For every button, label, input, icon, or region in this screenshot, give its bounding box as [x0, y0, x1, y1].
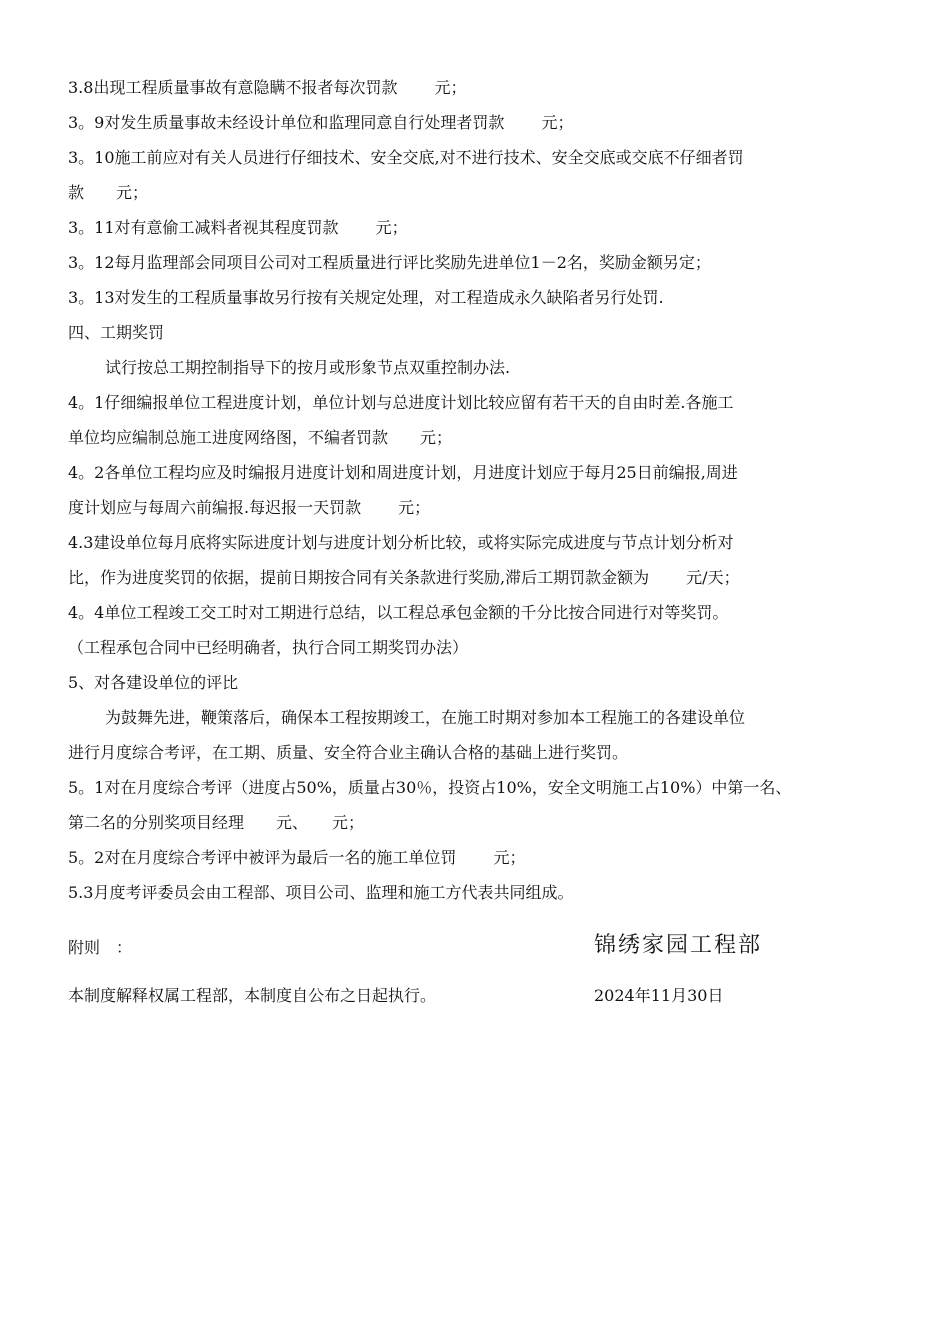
clause-4-3-line2: 比，作为进度奖罚的依据，提前日期按合同有关条款进行奖励,滞后工期罚款金额为 元/天；: [68, 568, 740, 587]
appendix-text: 本制度解释权属工程部，本制度自公布之日起执行。: [68, 986, 437, 1005]
clause-5-1-line1: 5。1对在月度综合考评（进度占50%，质量占30％，投资占10%，安全文明施工占10%）中第一名、: [68, 778, 792, 797]
clause-5-3: 5.3月度考评委员会由工程部、项目公司、监理和施工方代表共同组成。: [68, 883, 574, 902]
clause-5-1-line2: 第二名的分别奖项目经理 元、 元；: [68, 813, 365, 832]
section-5-intro-line1: 为鼓舞先进，鞭策落后，确保本工程按期竣工，在施工时期对参加本工程施工的各建设单位: [105, 708, 746, 727]
clause-3-11: 3。11对有意偷工减料者视其程度罚款 元；: [68, 218, 408, 237]
clause-3-9: 3。9对发生质量事故未经设计单位和监理同意自行处理者罚款 元；: [68, 113, 574, 132]
appendix-heading: 附则 ：: [68, 938, 133, 957]
clause-4-4-line1: 4。4单位工程竣工交工时对工期进行总结，以工程总承包金额的千分比按合同进行对等奖罚。: [68, 603, 729, 622]
clause-4-1-line2: 单位均应编制总施工进度网络图，不编者罚款 元；: [68, 428, 453, 447]
section-4-heading: 四、工期奖罚: [68, 323, 165, 342]
clause-3-10-line1: 3。10施工前应对有关人员进行仔细技术、安全交底,对不进行技术、安全交底或交底不仔细者罚: [68, 148, 744, 167]
clause-3-13: 3。13对发生的工程质量事故另行按有关规定处理，对工程造成永久缺陷者另行处罚.: [68, 288, 664, 307]
section-5-heading: 5、对各建设单位的评比: [68, 673, 239, 692]
clause-5-2: 5。2对在月度综合考评中被评为最后一名的施工单位罚 元；: [68, 848, 526, 867]
clause-4-2-line2: 度计划应与每周六前编报.每迟报一天罚款 元；: [68, 498, 431, 517]
clause-3-10-line2: 款 元；: [68, 183, 149, 202]
clause-3-12: 3。12每月监理部会同项目公司对工程质量进行评比奖励先进单位1－2名，奖励金额另定；: [68, 253, 711, 272]
clause-3-8: 3.8出现工程质量事故有意隐瞒不报者每次罚款 元；: [68, 78, 467, 97]
clause-4-3-line1: 4.3建设单位每月底将实际进度计划与进度计划分析比较，或将实际完成进度与节点计划分析对: [68, 533, 734, 552]
clause-4-1-line1: 4。1仔细编报单位工程进度计划，单位计划与总进度计划比较应留有若干天的自由时差.各施工: [68, 393, 734, 412]
clause-4-4-line2: （工程承包合同中已经明确者，执行合同工期奖罚办法）: [68, 638, 469, 657]
department-signature: 锦绣家园工程部: [594, 933, 763, 958]
clause-4-2-line1: 4。2各单位工程均应及时编报月进度计划和周进度计划，月进度计划应于每月25日前编报,周进: [68, 463, 738, 482]
section-4-intro: 试行按总工期控制指导下的按月或形象节点双重控制办法.: [105, 358, 511, 377]
section-5-intro-line2: 进行月度综合考评，在工期、质量、安全符合业主确认合格的基础上进行奖罚。: [68, 743, 629, 762]
issue-date: 2024年11月30日: [594, 986, 724, 1005]
